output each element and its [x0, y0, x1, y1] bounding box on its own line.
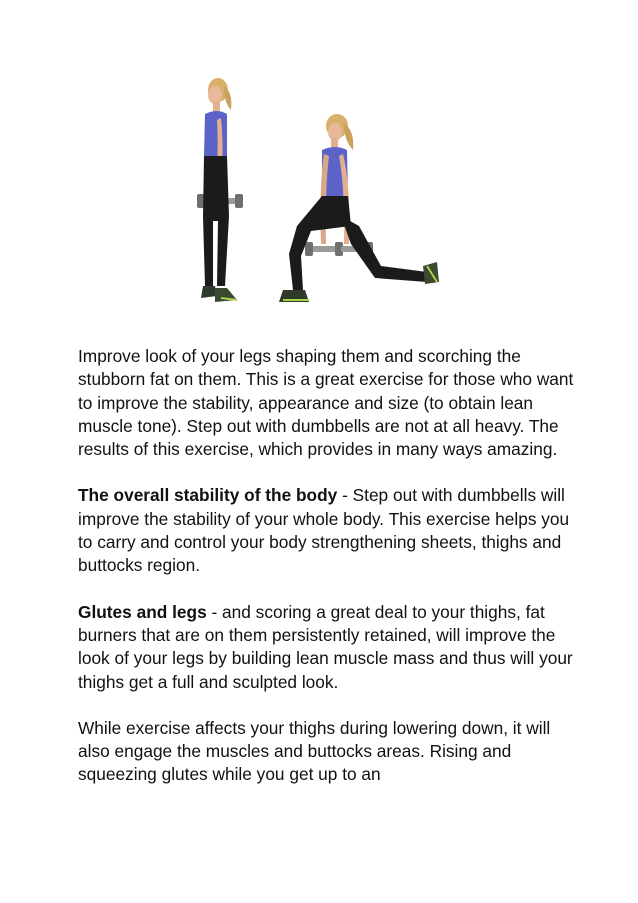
- paragraph-heading: Glutes and legs: [78, 601, 207, 622]
- lunge-exercise-illustration: [191, 76, 449, 316]
- paragraph-heading: The overall stability of the body: [78, 485, 338, 506]
- exercise-photo: [191, 76, 449, 316]
- paragraph-text: - Step out with dumbbells will improve the stability of your whole body. This exercise helps you to carry and control your body strengthening sheets, thighs and buttocks region.: [78, 485, 570, 576]
- lunging-woman: [279, 114, 439, 302]
- article-body: [78, 345, 578, 787]
- paragraph-glutes: [78, 601, 578, 694]
- paragraph-intro: Improve look of your legs shaping them and scorching the stubborn fat on them. This is a great exercise for those who want to improve the stability, appearance and size (to obtain lean muscle tone). Step out with dumbbells are not at all heavy. The results of this exercise, which provides in many ways amazing.: [78, 346, 574, 460]
- paragraph-exercise-effect: While exercise affects your thighs during lowering down, it will also engage the muscles and buttocks areas. Rising and squeezing glutes while you get up to an: [78, 717, 551, 785]
- paragraph-stability: [78, 484, 578, 577]
- standing-woman: [197, 78, 243, 302]
- paragraph-text: - and scoring a great deal to your thighs, fat burners that are on them persistently retained, will improve the look of your legs by building lean muscle mass and thus will your thighs get a full and sculpted look.: [78, 601, 573, 692]
